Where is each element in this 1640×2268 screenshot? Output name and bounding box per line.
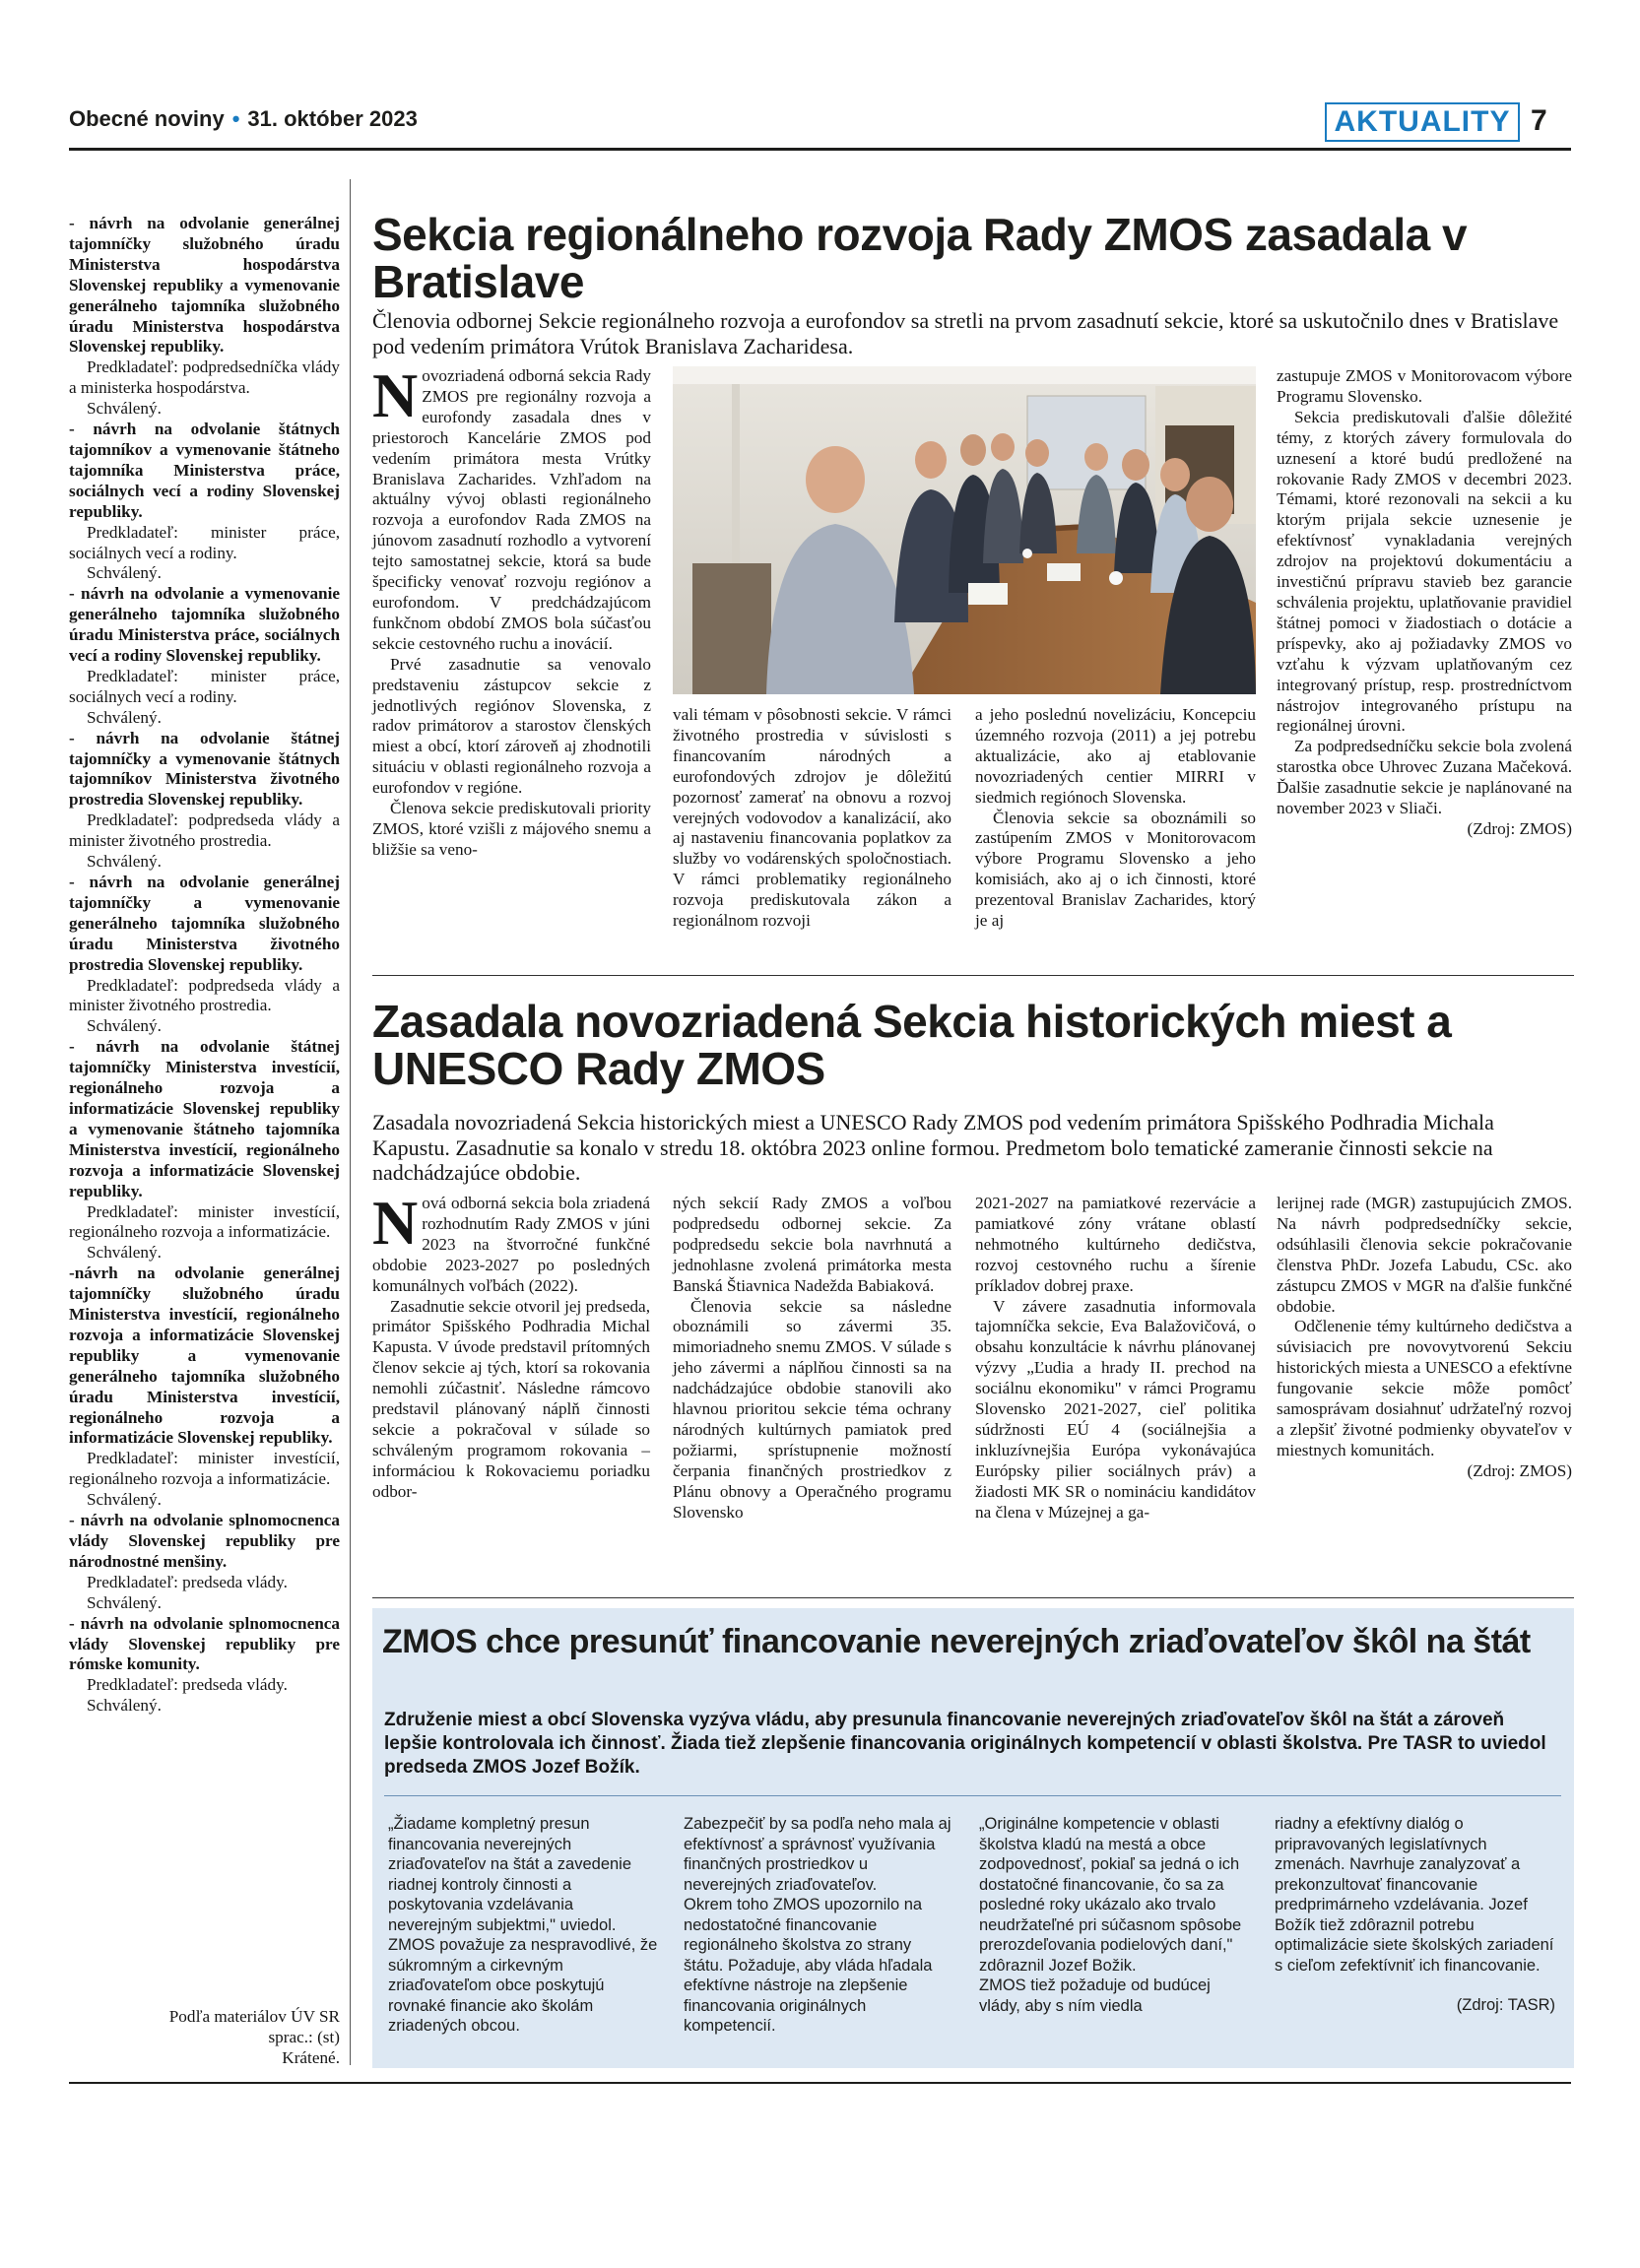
credit-line: Krátené.: [282, 2047, 340, 2067]
credit-line: Podľa materiálov ÚV SR: [168, 2007, 340, 2026]
drop-cap: N: [372, 360, 419, 430]
article2-headline: Zasadala novozriadená Sekcia historických miest a UNESCO Rady ZMOS: [372, 996, 1452, 1094]
article1-paragraph: [372, 360, 651, 655]
article3-column-1: [388, 1814, 659, 2037]
publication-header: [69, 106, 418, 132]
decision-note: Predkladateľ: podpredseda vlády a minister životného prostredia.: [69, 810, 340, 851]
decision-note: Predkladateľ: podpredsedníčka vlády a ministerka hospodárstva.: [69, 357, 340, 398]
decision-item: - návrh na odvolanie štátnej tajomníčky Ministerstva investícií, regionálneho rozvoja a informatizácie Slovenskej republiky a vymenovanie štátneho tajomníka Ministerstva investícií, regionálneho rozvoja a informatizácie Slovenskej republiky.: [69, 1037, 340, 1200]
article3-column-3: [979, 1814, 1250, 2016]
article2-paragraph: Odčlenenie témy kultúrneho dedičstva a súvisiacich pre novovytvorenú Sekciu historických miesta a UNESCO a efektívne fungovanie sekcie môže pomôcť samosprávam dosiahnuť udržateľný rozvoj a zlepšiť životné podmienky obyvateľov v miestnych komunitách.: [1277, 1317, 1572, 1459]
article2-lead: Zasadala novozriadená Sekcia historických miest a UNESCO Rady ZMOS pod vedením primátora Spišského Podhradia Michala Kapustu. Zasadnutie sa konalo v stredu 18. októbra 2023 online formou. Predmetom bolo tematické zameranie činnosti sekcie na nadchádzajúce obdobie.: [372, 1110, 1494, 1185]
credit-line: sprac.: (st): [268, 2027, 340, 2046]
decision-note: Schválený.: [87, 1490, 162, 1510]
article2-paragraph: 2021-2027 na pamiatkové rezervácie a pamiatkové zóny vrátane oblastí nehmotného kultúrneho dedičstva, rozvoj cestovného ruchu a šírenie príkladov dobrej praxe.: [975, 1194, 1256, 1295]
article3-paragraph: „Žiadame kompletný presun financovania neverejných zriaďovateľov na štát a zavedenie riadnej kontroly činnosti a poskytovania vzdelávania neverejným subjektmi," uviedol.: [388, 1815, 632, 1934]
article2-paragraph: Členovia sekcie sa následne oboznámili so závermi 35. mimoriadneho snemu ZMOS. V súlade s jeho závermi a náplňou činnosti sa na nadchádzajúce obdobie stanovili ako hlavnou prioritou sekcie téma ochrany národných kultúrnych pamiatok pred požiarmi, sprístupnenie možností čerpania finančných prostriedkov z Plánu obnovy a Operačného programu Slovensko: [673, 1296, 951, 1522]
article2-source: (Zdroj: ZMOS): [1467, 1460, 1572, 1480]
separator-dot: •: [231, 106, 240, 131]
article3-paragraph: ZMOS tiež požaduje od budúcej vlády, aby s ním viedla: [979, 1976, 1211, 2015]
drop-cap: N: [372, 1188, 419, 1258]
article1-paragraph: zastupuje ZMOS v Monitorovacom výbore Programu Slovensko.: [1277, 366, 1572, 406]
decision-note: Predkladateľ: predseda vlády.: [87, 1572, 288, 1591]
decision-item: -návrh na odvolanie generálnej tajomníčky služobného úradu Ministerstva investícií, regionálneho rozvoja a informatizácie Slovenskej republiky a vymenovanie generálneho tajomníka služobného úradu Ministerstva investícií, regionálneho rozvoja a informatizácie Slovenskej republiky.: [69, 1264, 340, 1448]
decision-note: Schválený.: [87, 1592, 162, 1612]
article3-source: (Zdroj: TASR): [1456, 1996, 1555, 2014]
decision-note: Predkladateľ: predseda vlády.: [87, 1675, 288, 1695]
box-rule: [384, 1795, 1561, 1796]
article3-headline: ZMOS chce presunúť financovanie neverejných zriaďovateľov škôl na štát: [382, 1623, 1531, 1660]
decision-note: Schválený.: [87, 399, 162, 419]
article1-paragraph: Za podpredsedníčku sekcie bola zvolená starostka obce Uhrovec Zuzana Mačeková. Ďalšie zasadnutie sekcie je naplánované na november 2023 v Sliači.: [1277, 737, 1572, 818]
column-divider: [350, 179, 351, 2065]
article2-column-4: [1277, 1194, 1572, 1482]
article2-paragraph: Zasadnutie sekcie otvoril jej predseda, primátor Spišského Podhradia Michal Kapusta. V úvode predstavil prítomných členov sekcie aj tých, ktorí sa rokovania nemohli zúčastniť. Následne rámcovo predstavil plánovaný náplň činnosti sekcie a pokračoval v súlade so schváleným programom rokovania – informáciou k Rokovaciemu poriadku odbor-: [372, 1296, 650, 1501]
section-label: AKTUALITY: [1325, 102, 1520, 142]
article3-column-4: [1275, 1814, 1555, 2016]
decision-item: - návrh na odvolanie splnomocnenca vlády Slovenskej republiky pre národnostné menšiny.: [69, 1511, 340, 1571]
article1-headline: Sekcia regionálneho rozvoja Rady ZMOS zasadala v Bratislave: [372, 209, 1468, 307]
article-separator: [372, 1597, 1574, 1598]
article3-paragraph: Zabezpečiť by sa podľa neho mala aj efektívnosť a správnosť využívania finančných prostriedkov u neverejných zriaďovateľov.: [684, 1815, 951, 1894]
article1-paragraph: Členovia sekcie sa oboznámili so zastúpením ZMOS v Monitorovacom výbore Programu Slovensko a jeho komisiách, ako aj o ich činnosti, ktoré prezentoval Branislav Zacharides, ktorý je aj: [975, 808, 1256, 931]
decision-item: - návrh na odvolanie a vymenovanie generálneho tajomníka služobného úradu Ministerstva práce, sociálnych vecí a rodiny Slovenskej republiky.: [69, 584, 340, 666]
article1-paragraph: Sekcia prediskutovali ďalšie dôležité témy, z ktorých závery formulovala do uznesení a ktoré budú predložené na rokovanie Rady ZMOS v decembri 2023. Témami, ktoré rezonovali na sekcii a ku ktorým prijala sekcie uznesenie je efektívnosť vynakladania verejných zdrojov na projektovú dokumentáciu a investičnú prípravu stavieb bez garancie schválenia projektu, uplatňovanie pravidiel štátnej pomoci v žiadostiach o dotácie a príspevky, ako aj požiadavky ZMOS vo vzťahu k výzvam uplatňovaným cez integrovaný prístup, resp. prostredníctvom nástrojov integrovaného prístupu na regionálnej úrovni.: [1277, 407, 1572, 736]
decision-note: Predkladateľ: podpredseda vlády a minister životného prostredia.: [69, 975, 340, 1015]
article1-column-4: [1277, 366, 1572, 840]
article1-column-1: [372, 360, 651, 861]
decision-note: Schválený.: [87, 1696, 162, 1716]
article2-paragraph: V závere zasadnutia informovala tajomníčka sekcie, Eva Balažovičová, o obsahu konzultácie k návrhu plánovanej výzvy „Ľudia a hrady II. prechod na sociálnu ekonomiku" v rámci Programu Slovensko 2021-2027, cieľ politika súdržnosti EÚ 4 (sociálnejšia a inkluzívnejšia Európa vykonávajúca Európsky pilier sociálnych práv) a žiadosti MK SR o nomináciu kandidátov na člena v Múzejnej a ga-: [975, 1296, 1256, 1522]
header-rule: [69, 148, 1571, 151]
page-number: 7: [1531, 104, 1547, 137]
decision-note: Schválený.: [87, 707, 162, 727]
article2-paragraph: lerijnej rade (MGR) zastupujúcich ZMOS. Na návrh podpredsedníčky sekcie, odsúhlasili členovia sekcie pokračovanie členstva PhDr. Jozefa Labudu, CSc. ako zástupcu ZMOS v MGR na ďalšie funkčné obdobie.: [1277, 1194, 1572, 1316]
article1-paragraph: a jeho poslednú novelizáciu, Koncepciu územného rozvoja (2011) a jej potrebu aktualizácie, ako aj etablovanie novozriadených centier MIRRI v siedmich regiónoch Slovenska.: [975, 705, 1256, 807]
article2-paragraph: [372, 1188, 650, 1297]
decision-item: - návrh na odvolanie generálnej tajomníčky a vymenovanie generálneho tajomníka služobného úradu Ministerstva životného prostredia Slovenskej republiky.: [69, 873, 340, 974]
article1-paragraph: Prvé zasadnutie sa venovalo predstaveniu zástupcov sekcie z jednotlivých regiónov Slovenska, z radov primátorov a starostov členských miest a obcí, ktorí zároveň aj zhodnotili situáciu v oblasti regionálneho rozvoja a eurofondov v regióne.: [372, 654, 651, 798]
article1-source: (Zdroj: ZMOS): [1467, 818, 1572, 838]
article1-lead: Členovia odbornej Sekcie regionálneho rozvoja a eurofondov sa stretli na prvom zasadnutí sekcie, ktoré sa uskutočnilo dnes v Bratislave pod vedením primátora Vrútok Branislava Zacharidesa.: [372, 308, 1559, 358]
decision-note: Predkladateľ: minister investícií, regionálneho rozvoja a informatizácie.: [69, 1201, 340, 1242]
article1-paragraph: vali témam v pôsobnosti sekcie. V rámci životného prostredia v súvislosti s financovaním národných a eurofondových zdrojov je dôležitú pozornosť zamerať na obnovu a rozvoj verejných vodovodov a kanalizácií, ako aj nastaveniu financovania poplatkov za služby vo vodárenských spoločnostiach. V rámci problematiky regionálneho rozvoja prediskutovala zákon a regionálnom rozvoji: [673, 705, 951, 931]
decision-item: - návrh na odvolanie štátnych tajomníkov a vymenovanie štátneho tajomníka Ministerstva práce, sociálnych vecí a rodiny Slovenskej republiky.: [69, 420, 340, 521]
paragraph-text: ová odborná sekcia bola zriadená rozhodnutím Rady ZMOS v júni 2023 na štvorročné funkčné obdobie 2023-2027 po posledných komunálnych voľbách (2022).: [372, 1194, 650, 1295]
decision-note: Predkladateľ: minister práce, sociálnych vecí a rodiny.: [69, 522, 340, 562]
decision-item: - návrh na odvolanie splnomocnenca vlády Slovenskej republiky pre rómske komunity.: [69, 1613, 340, 1674]
left-column-credit: [69, 2007, 340, 2069]
article1-paragraph: Členova sekcie prediskutovali priority ZMOS, ktoré vzišli z májového snemu a bližšie sa veno-: [372, 799, 651, 859]
issue-date: 31. október 2023: [247, 106, 418, 131]
paragraph-text: ovozriadená odborná sekcia Rady ZMOS pre regionálny rozvoja a eurofondy zasadala dnes v priestoroch Kancelárie ZMOS pod vedením primátora mesta Vrútky Branislava Zacharides. Vzhľadom na aktuálny vývoj oblasti regionálneho rozvoja a eurofondov Rada ZMOS na júnovom zasadnutí rozhodlo a vytvorení tejto samostatnej sekcie, ktorá sa bude špecificky venovať rozvoju regiónov a eurofondom. V predchádzajúcom funkčnom období ZMOS bola súčasťou sekcie cestovného ruchu a inovácií.: [372, 366, 651, 653]
decision-note: Schválený.: [87, 563, 162, 583]
article2-column-1: [372, 1188, 650, 1503]
article3-paragraph: Okrem toho ZMOS upozornilo na nedostatočné financovanie regionálneho školstva zo strany štátu. Požaduje, aby vláda hľadala efektívne nástroje na zlepšenie financovania originálnych kompetencií.: [684, 1896, 933, 2035]
article2-column-3: [975, 1194, 1256, 1523]
article2-paragraph: ných sekcií Rady ZMOS a voľbou podpredsedu odbornej sekcie. Za podpredsedu sekcie bola navrhnutá a jednohlasne zvolená primátorka mesta Banská Štiavnica Nadežda Babiaková.: [673, 1194, 951, 1295]
publication-name: Obecné noviny: [69, 106, 225, 131]
article3-column-2: [684, 1814, 954, 2037]
decision-note: Predkladateľ: minister investícií, regionálneho rozvoja a informatizácie.: [69, 1449, 340, 1489]
article3-paragraph: riadny a efektívny dialóg o pripravovaných legislatívnych zmenách. Navrhuje zanalyzovať a prekonzultovať financovanie predprimárneho vzdelávania. Jozef Božík tiež zdôraznil potrebu optimalizácie siete školských zariadení s cieľom zefektívniť ich financovanie.: [1275, 1815, 1554, 1975]
article1-column-2: [673, 705, 951, 932]
article3-paragraph: „Originálne kompetencie v oblasti školstva kladú na mestá a obce zodpovednosť, pokiaľ sa jedná o ich dostatočné financovanie, čo sa za posledné roky ukázalo ako trvalo neudržateľné pri súčasnom spôsobe prerozdeľovania podielových daní," zdôraznil Jozef Božik.: [979, 1815, 1242, 1975]
article3-lead: Združenie miest a obcí Slovenska vyzýva vládu, aby presunula financovanie neverejných zriaďovateľov škôl na štát a zároveň lepšie kontrolovala ich činnosť. Žiada tiež zlepšenie financovania originálnych kompetencií v oblasti školstva. Pre TASR to uviedol predseda ZMOS Jozef Božík.: [384, 1710, 1546, 1778]
decision-note: Predkladateľ: minister práce, sociálnych vecí a rodiny.: [69, 666, 340, 706]
footer-rule: [69, 2082, 1571, 2084]
decision-note: Schválený.: [87, 1016, 162, 1036]
article3-paragraph: ZMOS považuje za nespravodlivé, že súkromným a cirkevným zriaďovateľom obce poskytujú rovnaké financie ako školám zriadených obcou.: [388, 1936, 658, 2035]
meeting-photo: [673, 366, 1256, 694]
article2-column-2: [673, 1194, 951, 1523]
article-separator: [372, 975, 1574, 976]
decision-note: Schválený.: [87, 1243, 162, 1263]
article1-column-3: [975, 705, 1256, 932]
government-decisions-column: [69, 214, 340, 1717]
decision-note: Schválený.: [87, 852, 162, 872]
decision-item: - návrh na odvolanie generálnej tajomníčky služobného úradu Ministerstva hospodárstva Slovenskej republiky a vymenovanie generálneho tajomníka služobného úradu Ministerstva hospodárstva Slovenskej republiky.: [69, 214, 340, 356]
decision-item: - návrh na odvolanie štátnej tajomníčky a vymenovanie štátnych tajomníkov Ministerstva životného prostredia Slovenskej republiky.: [69, 728, 340, 810]
